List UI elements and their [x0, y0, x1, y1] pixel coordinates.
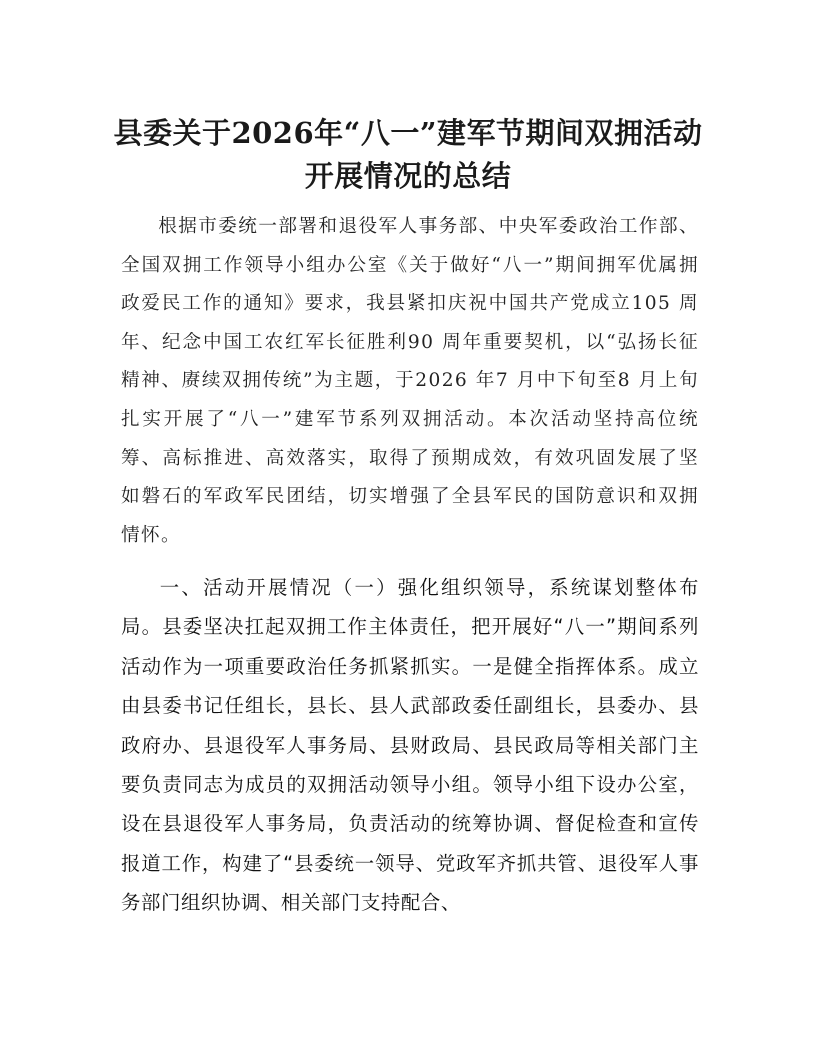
- document-title: 县委关于2026年“八一”建军节期间双拥活动开展情况的总结: [113, 116, 703, 193]
- intro-paragraph: 根据市委统一部署和退役军人事务部、中央军委政治工作部、全国双拥工作领导小组办公室《关于做好“八一”期间拥军优属拥政爱民工作的通知》要求，我县紧扣庆祝中国共产党成立105 周年、纪念中国工农红军长征胜利90 周年重要契机，以“弘扬长征精神、赓续双拥传统”为主题，于2026 年7 月中下旬至8 月上旬扎实开展了“八一”建军节系列双拥活动。本次活动坚持高位统筹、高标推进、高效落实，取得了预期成效，有效巩固发展了坚如磐石的军政军民团结，切实增强了全县军民的国防意识和双拥情怀。: [121, 216, 699, 546]
- section-one-paragraph: 一、活动开展情况（一）强化组织领导，系统谋划整体布局。县委坚决扛起双拥工作主体责任，把开展好“八一”期间系列活动作为一项重要政治任务抓紧抓实。一是健全指挥体系。成立由县委书记任组长，县长、县人武部政委任副组长，县委办、县政府办、县退役军人事务局、县财政局、县民政局等相关部门主要负责同志为成员的双拥活动领导小组。领导小组下设办公室，设在县退役军人事务局，负责活动的统筹协调、督促检查和宣传报道工作，构建了“县委统一领导、党政军齐抓共管、退役军人事务部门组织协调、相关部门支持配合、: [121, 576, 699, 915]
